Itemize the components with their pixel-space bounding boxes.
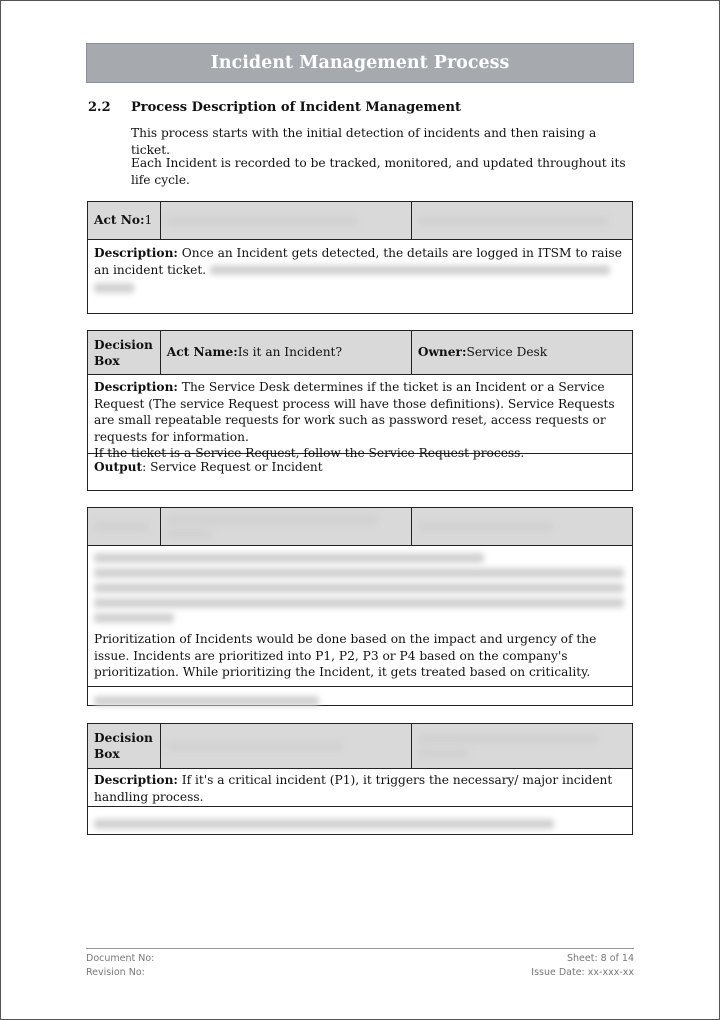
- issue-date: Issue Date: xx-xxx-xx: [531, 967, 634, 978]
- act-name-cell: [160, 331, 411, 374]
- intro-paragraph-2: Each Incident is recorded to be tracked, monitored, and updated throughout its life cycle.: [131, 156, 626, 187]
- act-no-cell-redacted: [88, 508, 160, 545]
- owner-cell: [411, 331, 632, 374]
- owner-value: Service Desk: [466, 345, 548, 360]
- activity-card-1: [87, 201, 633, 314]
- prioritization-text: Prioritization of Incidents would be done based on the impact and urgency of the issue. Incidents are prioritized into P1, P2, P3 or P4 based on the company's prioritization. While prioritizing the Incident, it gets treated based on criticality.: [94, 632, 597, 680]
- act-name-cell-redacted: [160, 724, 411, 768]
- act-no-value: 1: [144, 213, 153, 228]
- footer-left: [86, 952, 154, 980]
- footer-right: [531, 952, 634, 980]
- description-cell: [88, 769, 632, 806]
- decision-card-2: [87, 723, 633, 835]
- act-name-value: Is it an Incident?: [237, 345, 342, 360]
- owner-cell-redacted: [411, 202, 632, 239]
- section-title: Process Description of Incident Management: [131, 100, 461, 115]
- owner-cell-redacted: [411, 508, 632, 545]
- owner-cell-redacted: [411, 724, 632, 768]
- description-text: If it's a critical incident (P1), it triggers the necessary/ major incident handling process.: [94, 773, 613, 804]
- page-footer: [86, 948, 634, 980]
- output-cell-redacted: [88, 806, 632, 835]
- decision-box-cell: Decision Box: [94, 731, 153, 761]
- activity-card-2: [87, 507, 633, 706]
- document-title: Incident Management Process: [86, 43, 634, 83]
- document-no: Document No:: [86, 953, 155, 964]
- act-no-label: Act No:: [94, 213, 145, 228]
- decision-card-1: [87, 330, 633, 491]
- description-label: Description:: [94, 773, 178, 787]
- act-name-cell-redacted: [160, 202, 411, 239]
- act-name-label: Act Name:: [166, 345, 238, 360]
- description-label: Description:: [94, 380, 178, 394]
- act-name-cell-redacted: [160, 508, 411, 545]
- sheet-number: Sheet: 8 of 14: [566, 953, 634, 964]
- description-cell: [88, 240, 632, 303]
- act-no-cell: [88, 202, 160, 239]
- description-text: Once an Incident gets detected, the details are logged in ITSM to raise an incident ticket.: [94, 246, 622, 277]
- description-text-2: If the ticket is a Service Request, follow the Service Request process.: [94, 446, 525, 461]
- intro-paragraph-1: This process starts with the initial detection of incidents and then raising a ticket.: [131, 126, 597, 157]
- output-value: : Service Request or Incident: [142, 460, 323, 474]
- description-cell: [88, 546, 632, 686]
- owner-label: Owner:: [417, 345, 467, 360]
- description-label: Description:: [94, 246, 178, 260]
- section-number: 2.2: [88, 100, 111, 115]
- description-cell: [88, 375, 632, 461]
- revision-no: Revision No:: [86, 967, 145, 978]
- output-label: Output: [94, 460, 143, 474]
- decision-box-cell: Decision Box: [94, 337, 153, 368]
- section-heading: [88, 100, 461, 115]
- description-text: The Service Desk determines if the ticket is an Incident or a Service Request (The service Request process will have those definitions). Service Requests are small repeatable requests for work such as password reset, access requests or requests for information.: [94, 380, 615, 444]
- output-cell-redacted: [88, 686, 632, 706]
